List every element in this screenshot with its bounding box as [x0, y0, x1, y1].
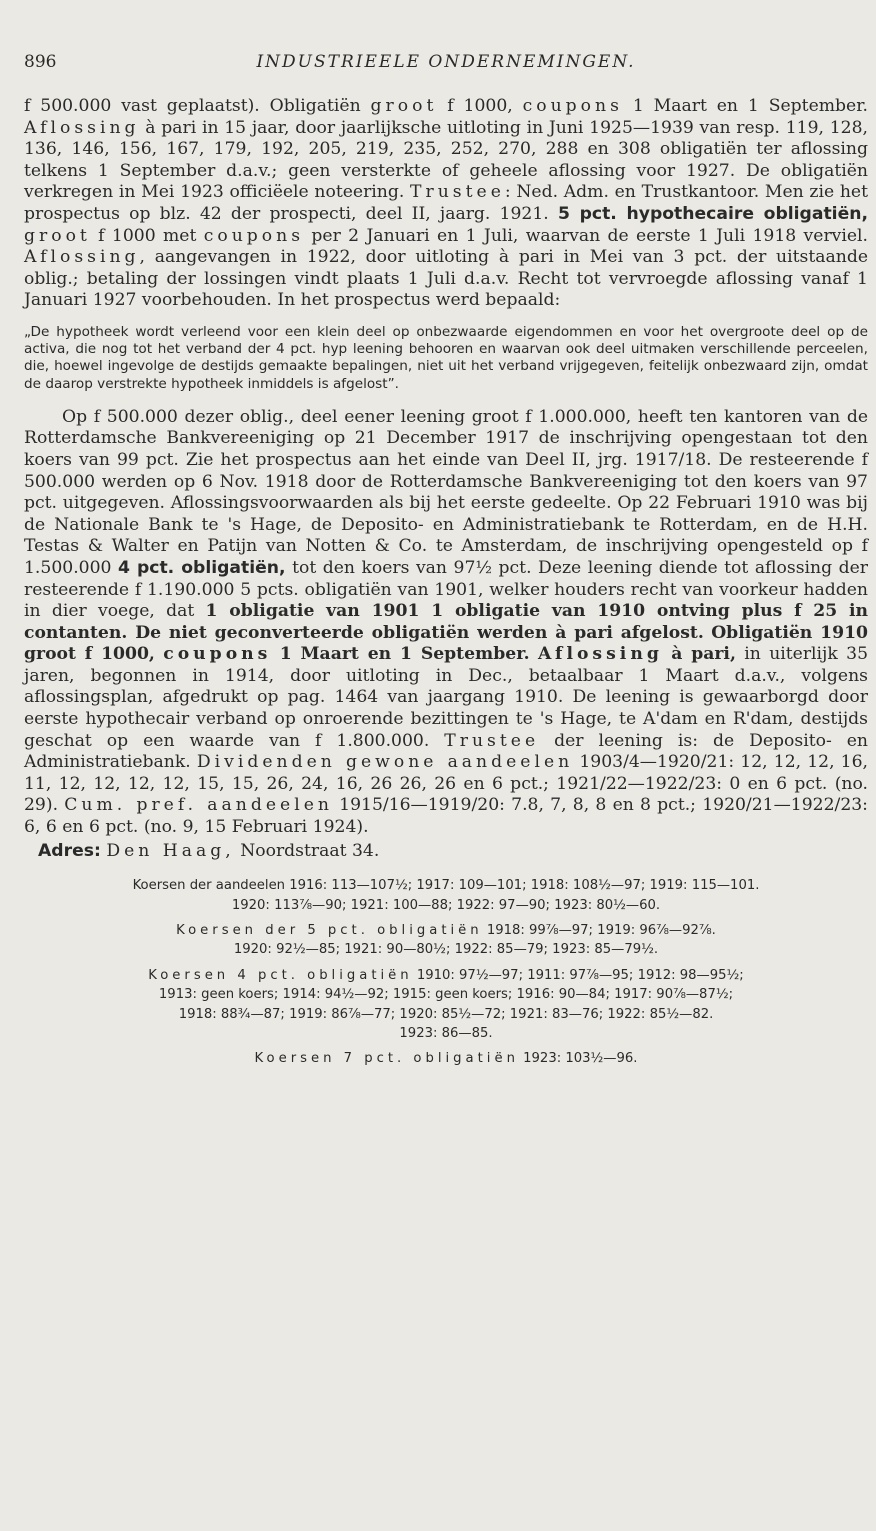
text-run: f 1000,	[437, 96, 523, 116]
price-line: 1913: geen koers; 1914: 94½—92; 1915: geen koers; 1916: 90—84; 1917: 90⅞—87½;	[158, 987, 734, 1003]
spaced-term: groot	[24, 225, 91, 246]
price-line: 1923: 86—85.	[399, 1026, 493, 1042]
price-label: Koersen 4 pct. obligatiën	[148, 967, 413, 983]
address-street: Noordstraat 34.	[234, 840, 380, 861]
price-values: 1916: 113—107½; 1917: 109—101; 1918: 108½—97; 1919: 115—101.	[285, 878, 760, 894]
text-run: tot den koers van 97½ pct. Deze leening diende tot aflossing der resteerende f 1.190.000 5 pcts. obligatiën van 1901, welker houders recht van voorkeur hadden in dier voege, dat	[24, 557, 868, 622]
text-run: f 500.000 vast geplaatst). Obligatiën	[24, 96, 371, 116]
spaced-term: coupons	[522, 96, 623, 116]
text-run: 1 Maart en 1 September.	[622, 96, 868, 116]
spaced-term: Trustee	[410, 182, 505, 203]
price-block-5pct	[24, 921, 868, 960]
price-label: Koersen der aandeelen	[132, 878, 286, 894]
spaced-term: Aflossing	[24, 117, 140, 138]
price-line	[24, 966, 868, 985]
text-run: , aangevangen in 1922, door uitloting à pari in Mei van 3 pct. der uitstaande oblig.; betaling der lossingen vindt plaats 1 Juli d.a.v. Recht tot vervroegde aflossing vanaf 1 Januari 1927 voorbehouden. In het prospectus werd bepaald:	[24, 247, 868, 311]
spaced-term: Trustee	[444, 730, 540, 751]
text-run: 1903/4—1920/21: 12, 12, 12, 16, 11, 12, 12, 12, 12, 15, 15, 26, 24, 16, 26 26, 26 en 6 pct.; 1921/22—1922/23: 0 en 6 pct. (no. 29).	[24, 752, 869, 816]
address-label: Adres:	[38, 840, 101, 861]
price-block-7pct	[24, 1049, 868, 1068]
price-line: 1920: 113⅞—90; 1921: 100—88; 1922: 97—90; 1923: 80½—60.	[231, 897, 661, 913]
price-block-shares	[24, 876, 868, 915]
running-title: INDUSTRIEELE ONDERNEMINGEN.	[256, 52, 636, 72]
prospectus-quote: „De hypotheek wordt verleend voor een klein deel op onbezwaarde eigendommen en voor het overgroote deel op de activa, die nog tot het verband der 4 pct. hyp leening behooren en waarvan ook deel uitmaken verschillende perceelen, die, hoewel ingevolge de destijds gemaakte bepalingen, niet uit het verband vrijgegeven, feitelijk onbezwaard zijn, omdat de daarop verstrekte hypotheek inmiddels is afgelost”.	[24, 323, 868, 392]
text-run: Op f 500.000 dezer oblig., deel eener leening groot f 1.000.000, heeft ten kantoren van de Rotterdamsche Bankvereeniging op 21 December 1917 de inschrijving opengestaan tot den koers van 99 pct. Zie het prospectus aan het einde van Deel II, jrg. 1917/18. De resteerende f 500.000 werden op 6 Nov. 1918 door de Rotterdamsche Bankvereeniging tot den koers van 97 pct. uitgegeven. Aflossingsvoorwaarden als bij het eerste gedeelte. Op 22 Februari 1910 was bij de Nationale Bank te 's Hage, de Deposito- en Administratiebank te Rotterdam, en de H.H. Testas & Walter en Patijn van Notten & Co. te Amsterdam, de inschrijving opengesteld op f 1.500.000	[24, 406, 868, 578]
text-run	[663, 644, 671, 664]
text-run: der leening is: de Deposito- en Administratiebank.	[24, 730, 868, 773]
address-city: Den Haag,	[106, 840, 235, 861]
price-block-4pct	[24, 966, 868, 1044]
bold-text-run: 1 Maart en 1 September.	[279, 644, 530, 665]
price-line	[24, 876, 868, 895]
address-line	[24, 841, 868, 863]
price-line	[24, 921, 868, 940]
heading-5pct-bonds: 5 pct. hypothecaire obligatiën,	[557, 203, 868, 224]
price-label: Koersen der 5 pct. obligatiën	[176, 923, 483, 939]
paragraph-subscription-history	[24, 407, 868, 839]
spaced-term: Aflossing	[24, 247, 140, 268]
spaced-term: coupons	[203, 225, 305, 246]
page-header	[24, 52, 868, 78]
page-body	[24, 96, 868, 1075]
heading-4pct-bonds: 4 pct. obligatiën,	[117, 557, 286, 578]
spaced-term: Cum. pref. aandeelen	[64, 795, 333, 816]
price-values: 1910: 97½—97; 1911: 97⅞—95; 1912: 98—95½;	[412, 967, 744, 983]
page-number: 896	[24, 52, 57, 72]
spaced-term: groot	[370, 96, 438, 116]
bold-text-run: à pari,	[671, 644, 736, 665]
text-run	[530, 644, 538, 664]
price-line: 1920: 92½—85; 1921: 90—80½; 1922: 85—79; 1923: 85—79½.	[233, 942, 659, 958]
bold-text-run: Obligatiën 1910 groot f 1000,	[24, 622, 868, 665]
text-run: 1915/16—1919/20: 7.8, 7, 8, 8 en 8 pct.; 1920/21—1922/23: 6, 6 en 6 pct. (no. 9, 15 Februari 1924).	[24, 795, 868, 838]
text-run: à pari in 15 jaar, door jaarlijksche uitloting in Juni 1925—1939 van resp. 119, 128, 136, 146, 156, 167, 179, 192, 205, 219, 235, 252, 270, 288 en 308 obligatiën ter aflossing telkens 1 September d.a.v.; geen versterkte of geheele aflossing voor 1927. De obligatiën verkregen in Mei 1923 officiëele noteering.	[24, 117, 868, 203]
text-run: in uiterlijk 35 jaren, begonnen in 1914, door uitloting in Dec., betaalbaar 1 Maart d.a.v., volgens aflossingsplan, afgedrukt op pag. 1464 van jaargang 1910. De leening is gewaarborgd door eerste hypothecair verband op onroerende bezittingen te 's Hage, te A'dam en R'dam, destijds geschat op een waarde van f 1.800.000.	[24, 644, 869, 751]
spaced-term: Dividenden gewone aandeelen	[196, 752, 574, 773]
text-run: f 1000 met	[90, 225, 204, 246]
price-label: Koersen 7 pct. obligatiën	[254, 1051, 519, 1067]
bold-text-run: 1 obligatie van 1901 1 obligatie van 1910 ontving plus f 25 in contanten. De niet geconverteerde obligatiën werden à pari afgelost.	[24, 601, 868, 643]
price-line	[24, 1049, 868, 1068]
text-run	[271, 644, 279, 664]
price-line: 1918: 88¾—87; 1919: 86⅞—77; 1920: 85½—72; 1921: 83—76; 1922: 85½—82.	[178, 1006, 714, 1022]
spaced-term: Aflossing	[538, 644, 663, 665]
text-run	[155, 644, 163, 664]
price-history	[24, 876, 868, 1069]
paragraph-loan-terms	[24, 96, 868, 312]
text-run: : Ned. Adm. en Trustkantoor. Men zie het prospectus op blz. 42 der prospecti, deel II, jaarg. 1921.	[24, 182, 868, 224]
spaced-term: coupons	[163, 644, 272, 665]
price-values: 1923: 103½—96.	[518, 1051, 638, 1067]
price-values: 1918: 99⅞—97; 1919: 96⅞—92⅞.	[482, 923, 716, 939]
text-run: per 2 Januari en 1 Juli, waarvan de eerste 1 Juli 1918 verviel.	[304, 225, 868, 246]
